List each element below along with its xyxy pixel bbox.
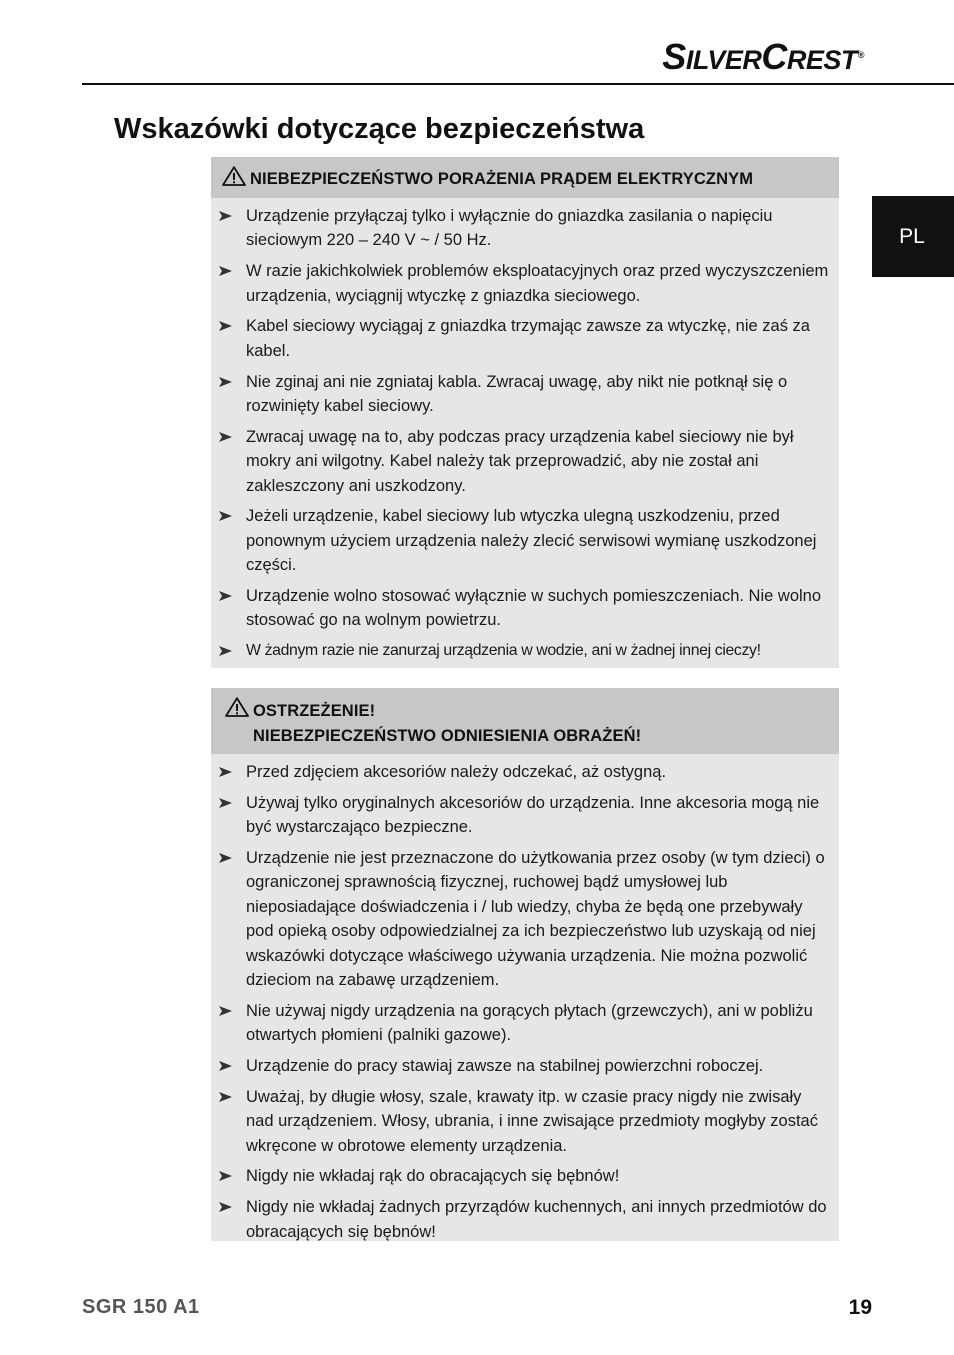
triangle-right-bullet-icon <box>219 432 232 442</box>
brand-part-ilver: ILVER <box>685 45 762 75</box>
list-item <box>219 639 839 663</box>
list-item <box>219 760 839 784</box>
brand-part-rest: REST <box>786 45 857 75</box>
header-divider <box>82 83 954 85</box>
list-item-text: Zwracaj uwagę na to, aby podczas pracy urządzenia kabel sieciowy nie był mokry ani wilgotny. Kabel należy tak przeprowadzić, aby nie został ani zakleszczony ani uszkodzony. <box>246 427 794 495</box>
triangle-right-bullet-icon <box>219 646 232 656</box>
triangle-right-bullet-icon <box>219 266 232 276</box>
electric-shock-warning-header <box>211 157 839 198</box>
injury-warning-list <box>211 754 839 1244</box>
triangle-right-bullet-icon <box>219 1061 232 1071</box>
triangle-right-bullet-icon <box>219 377 232 387</box>
brand-logo <box>662 36 864 78</box>
list-item-text: Nigdy nie wkładaj żadnych przyrządów kuchennych, ani innych przedmiotów do obracających się bębnów! <box>246 1198 827 1241</box>
triangle-right-bullet-icon <box>219 211 232 221</box>
list-item <box>219 846 839 992</box>
list-item <box>219 204 839 253</box>
warning-triangle-icon <box>225 697 249 717</box>
injury-warning-subtitle: NIEBEZPIECZEŃSTWO ODNIESIENIA OBRAŻEŃ! <box>253 727 642 745</box>
list-item <box>219 259 839 308</box>
brand-letter-c: C <box>761 36 787 77</box>
list-item-text: Urządzenie do pracy stawiaj zawsze na stabilnej powierzchni roboczej. <box>246 1057 764 1076</box>
list-item-text: Używaj tylko oryginalnych akcesoriów do urządzenia. Inne akcesoria mogą nie być wystarczająco bezpieczne. <box>246 793 820 837</box>
list-item-text: W żadnym razie nie zanurzaj urządzenia w wodzie, ani w żadnej innej cieczy! <box>246 642 761 660</box>
list-item-text: Urządzenie przyłączaj tylko i wyłącznie do gniazdka zasilania o napięciu sieciowym 220 – 240 V ~ / 50 Hz. <box>246 207 773 250</box>
list-item <box>219 1195 839 1244</box>
triangle-right-bullet-icon <box>219 1202 232 1212</box>
list-item-text: Kabel sieciowy wyciągaj z gniazdka trzymając zawsze za wtyczkę, nie zaś za kabel. <box>246 317 810 360</box>
list-item <box>219 791 839 840</box>
triangle-right-bullet-icon <box>219 511 232 521</box>
triangle-right-bullet-icon <box>219 853 232 863</box>
injury-warning-title: OSTRZEŻENIE! <box>253 702 376 720</box>
list-item-text: Przed zdjęciem akcesoriów należy odczekać, aż ostygną. <box>246 763 667 781</box>
list-item-text: Nigdy nie wkładaj rąk do obracających się bębnów! <box>246 1167 620 1186</box>
triangle-right-bullet-icon <box>219 767 232 777</box>
list-item <box>219 1054 839 1078</box>
list-item <box>219 584 839 633</box>
footer-model-number: SGR 150 A1 <box>82 1296 200 1318</box>
footer-page-number: 19 <box>848 1296 872 1319</box>
list-item-text: Urządzenie nie jest przeznaczone do użytkowania przez osoby (w tym dzieci) o ograniczonej sprawnością fizycznej, ruchowej bądź umysłowej lub nieposiadające doświadczenia i / lub wiedzy, chyba że będą one przebywały pod opieką osoby odpowiedzialnej za ich bezpieczeństwo lub uzyskają od niej wskazówki dotyczące właściwego używania urządzenia. Nie można pozwolić dzieciom na zabawę urządzeniem. <box>246 849 825 990</box>
list-item-text: Nie zginaj ani nie zgniataj kabla. Zwracaj uwagę, aby nikt nie potknął się o rozwinięty kabel sieciowy. <box>246 372 788 416</box>
triangle-right-bullet-icon <box>219 1171 232 1181</box>
electric-shock-warning-list <box>211 198 839 664</box>
list-item <box>219 314 839 363</box>
triangle-right-bullet-icon <box>219 1006 232 1016</box>
list-item <box>219 1085 839 1158</box>
list-item-text: Nie używaj nigdy urządzenia na gorących płytach (grzewczych), ani w pobliżu otwartych płomieni (palniki gazowe). <box>246 1001 813 1045</box>
injury-warning-header <box>211 688 839 754</box>
language-tab-label: PL <box>899 224 925 248</box>
list-item <box>219 999 839 1048</box>
page-title: Wskazówki dotyczące bezpieczeństwa <box>114 113 645 145</box>
list-item-text: Uważaj, by długie włosy, szale, krawaty itp. w czasie pracy nigdy nie zwisały nad urządzeniem. Włosy, ubrania, i inne zwisające przedmioty mogłyby zostać wkręcone w obrotowe elementy urządzenia. <box>246 1087 818 1155</box>
injury-warning-box <box>211 688 839 1241</box>
triangle-right-bullet-icon <box>219 798 232 808</box>
brand-letter-s: S <box>662 36 686 77</box>
triangle-right-bullet-icon <box>219 591 232 601</box>
electric-shock-warning-box <box>211 157 839 668</box>
list-item <box>219 1164 839 1188</box>
list-item <box>219 504 839 577</box>
list-item-text: W razie jakichkolwiek problemów eksploatacyjnych oraz przed wyczyszczeniem urządzenia, wyciągnij wtyczkę z gniazdka sieciowego. <box>246 262 829 305</box>
warning-triangle-icon <box>222 166 246 186</box>
list-item-text: Urządzenie wolno stosować wyłącznie w suchych pomieszczeniach. Nie wolno stosować go na wolnym powietrzu. <box>246 587 822 630</box>
language-tab <box>872 196 954 277</box>
triangle-right-bullet-icon <box>219 1092 232 1102</box>
list-item <box>219 425 839 498</box>
list-item <box>219 370 839 419</box>
registered-mark: ® <box>857 50 864 60</box>
triangle-right-bullet-icon <box>219 321 232 331</box>
list-item-text: Jeżeli urządzenie, kabel sieciowy lub wtyczka ulegną uszkodzeniu, przed ponownym użyciem urządzenia należy zlecić serwisowi wymianę uszkodzonej części. <box>246 507 817 575</box>
electric-shock-warning-title: NIEBEZPIECZEŃSTWO PORAŻENIA PRĄDEM ELEKTRYCZNYM <box>250 170 754 188</box>
